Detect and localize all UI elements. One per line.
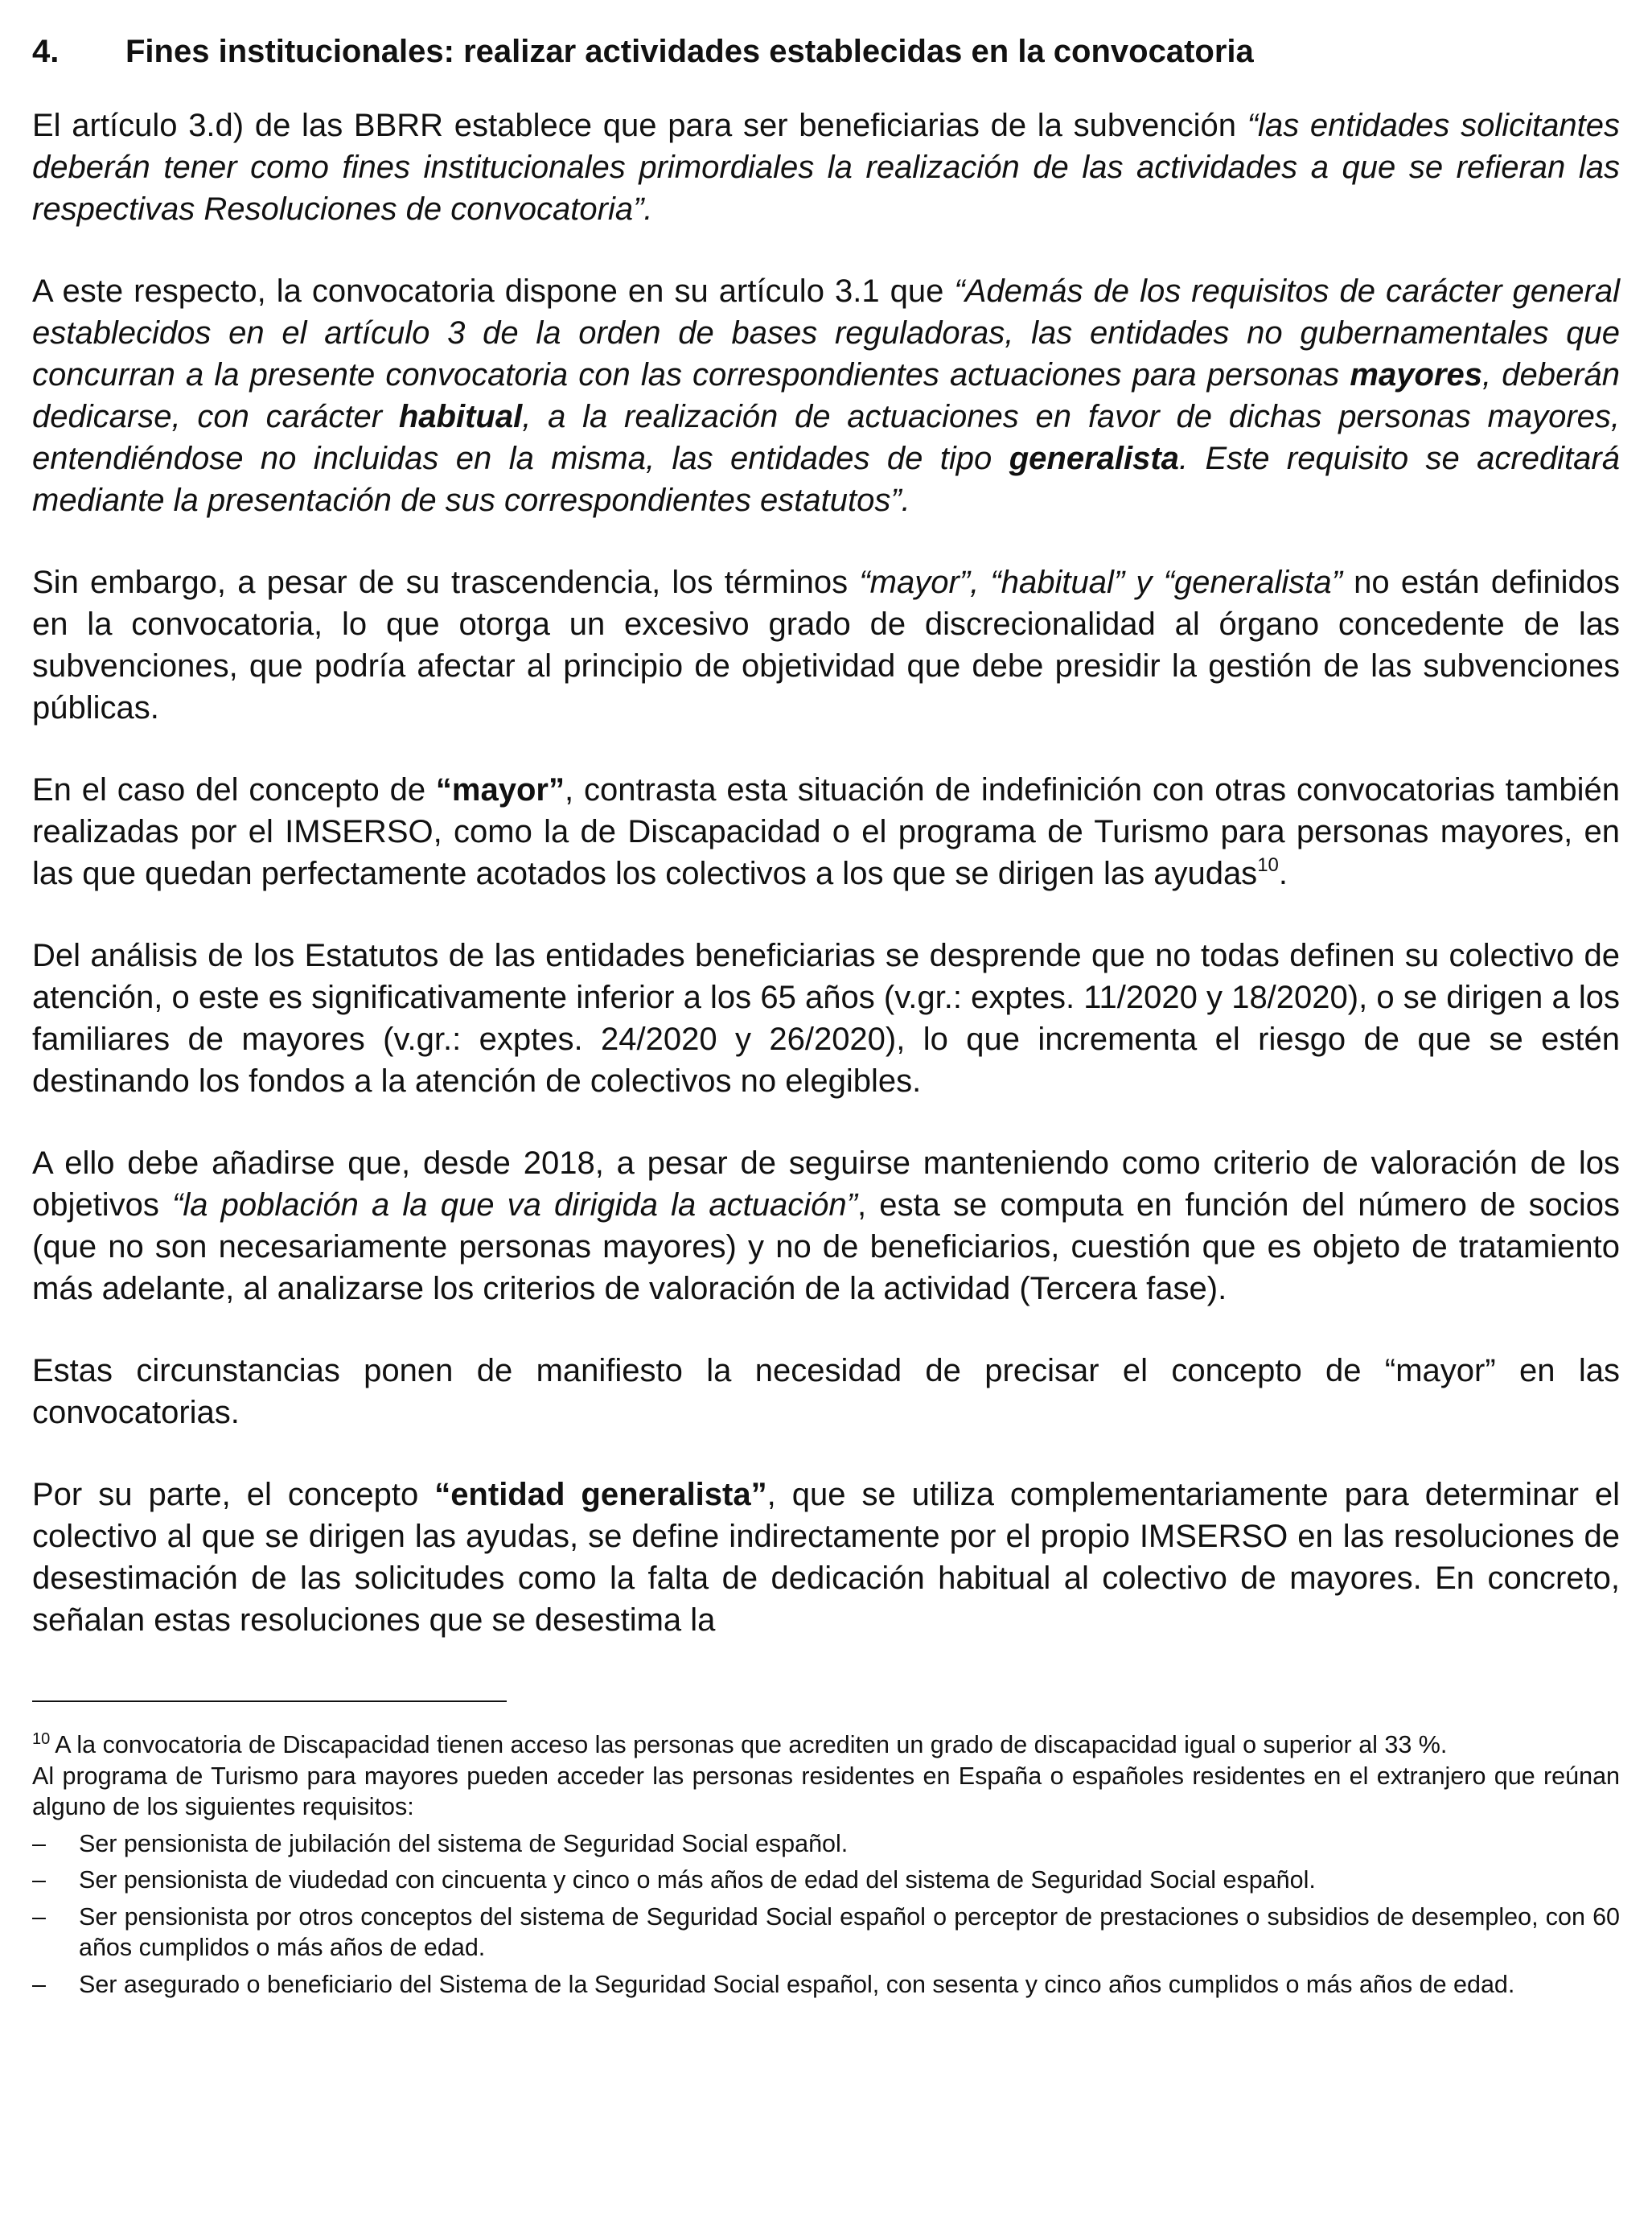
dash-bullet: – [32,1970,46,1998]
footnote-separator [32,1700,507,1702]
term-generalista: generalista [1009,441,1179,476]
paragraph-bbrr-article [32,105,1620,230]
p2-quote: “Además de los requisitos de carácter general establecidos en el artículo 3 de la orden de bases reguladoras, las entidades no gubernamentales que concurran a la presente convocatoria con las correspondientes actuaciones para personas mayores, deberán dedicarse, con carácter habitual, a la realización de actuaciones en favor de dichas personas mayores, entendiéndose no incluidas en la misma, las entidades de tipo generalista. Este requisito se acreditará mediante la presentación de sus correspondientes estatutos”. [32,273,1621,518]
paragraph-statutes-analysis: Del análisis de los Estatutos de las entidades beneficiarias se desprende que no todas definen su colectivo de atención, o este es significativamente inferior a los 65 años (v.gr.: exptes. 11/2020 y 18/2020), o se dirigen a los familiares de mayores (v.gr.: exptes. 24/2020 y 26/2020), lo que incrementa el riesgo de que se estén destinando los fondos a la atención de colectivos no elegibles. [32,938,1620,1099]
footnote-number: 10 [32,1730,51,1748]
term-entidad-generalista: “entidad generalista” [434,1477,767,1512]
section-title: Fines institucionales: realizar actividades establecidas en la convocatoria [125,34,1254,69]
paragraph-concept-mayor: En el caso del concepto de “mayor”, contrasta esta situación de indefinición con otras convocatorias también realizadas por el IMSERSO, como la de Discapacidad o el programa de Turismo para personas mayores, en las que quedan perfectamente acotados los colectivos a los que se dirigen las ayudas$^{10}$. [32,772,1620,891]
paragraph-circumstances: Estas circunstancias ponen de manifiesto la necesidad de precisar el concepto de “mayor” en las convocatorias. [32,1353,1620,1430]
footnote-requirements-list [32,1828,1620,2001]
section-number: 4. [32,34,60,69]
footnote-line-2: Al programa de Turismo para mayores pueden acceder las personas residentes en España o españoles residentes en el extranjero que reúnan alguno de los siguientes requisitos: [32,1762,1620,1820]
paragraph-undefined-terms: Sin embargo, a pesar de su trascendencia, los términos “mayor”, “habitual” y “generalista” no están definidos en la convocatoria, lo que otorga un excesivo grado de discrecionalidad al órgano concedente de las subvenciones, que podría afectar al principio de objetividad que debe presidir la gestión de las subvenciones públicas. [32,565,1620,726]
list-item: – Ser asegurado o beneficiario del Sistema de la Seguridad Social español, con sesenta y cinco años cumplidos o más años de edad. [32,1969,1620,2001]
p1-quote: “las entidades solicitantes deberán tener como fines institucionales primordiales la realización de las actividades a que se refieran las respectivas Resoluciones de convocatoria”. [32,108,1620,227]
list-item: – Ser pensionista de viudedad con cincuenta y cinco o más años de edad del sistema de Seguridad Social español. [32,1865,1620,1896]
list-item: – Ser pensionista de jubilación del sistema de Seguridad Social español. [32,1828,1620,1860]
term-mayor: “mayor” [435,772,565,808]
term-habitual: habitual [398,399,523,434]
footnote-reference[interactable]: 10 [1257,854,1279,876]
p2-text: A este respecto, la convocatoria dispone en su artículo 3.1 que [32,273,955,309]
list-item: – Ser pensionista por otros conceptos del sistema de Seguridad Social español o perceptor de prestaciones o subsidios de desempleo, con 60 años cumplidos o más años de edad. [32,1902,1620,1964]
footnote [32,1729,1620,2000]
p3-terms: “mayor”, “habitual” y “generalista” [859,565,1342,600]
p1-text: El artículo 3.d) de las BBRR establece que para ser beneficiarias de la subvención [32,108,1247,143]
dash-bullet: – [32,1866,46,1894]
paragraph-convocatoria-article [32,270,1620,521]
section-heading [32,31,1620,72]
footnote-line-1: $^{10}$ A la convocatoria de Discapacidad tienen acceso las personas que acrediten un grado de discapacidad igual o superior al 33 %. [32,1730,1448,1758]
paragraph-entidad-generalista: Por su parte, el concepto “entidad generalista”, que se utiliza complementariamente para determinar el colectivo al que se dirigen las ayudas, se define indirectamente por el propio IMSERSO en las resoluciones de desestimación de las solicitudes como la falta de dedicación habitual al colectivo de mayores. En concreto, señalan estas resoluciones que se desestima la [32,1477,1621,1638]
dash-bullet: – [32,1902,46,1931]
dash-bullet: – [32,1829,46,1857]
term-mayores: mayores [1350,357,1482,393]
p6-quote: “la población a la que va dirigida la actuación” [172,1187,857,1223]
paragraph-valuation-criteria: A ello debe añadirse que, desde 2018, a pesar de seguirse manteniendo como criterio de valoración de los objetivos “la población a la que va dirigida la actuación”, esta se computa en función del número de socios (que no son necesariamente personas mayores) y no de beneficiarios, cuestión que es objeto de tratamiento más adelante, al analizarse los criterios de valoración de la actividad (Tercera fase). [32,1145,1621,1306]
